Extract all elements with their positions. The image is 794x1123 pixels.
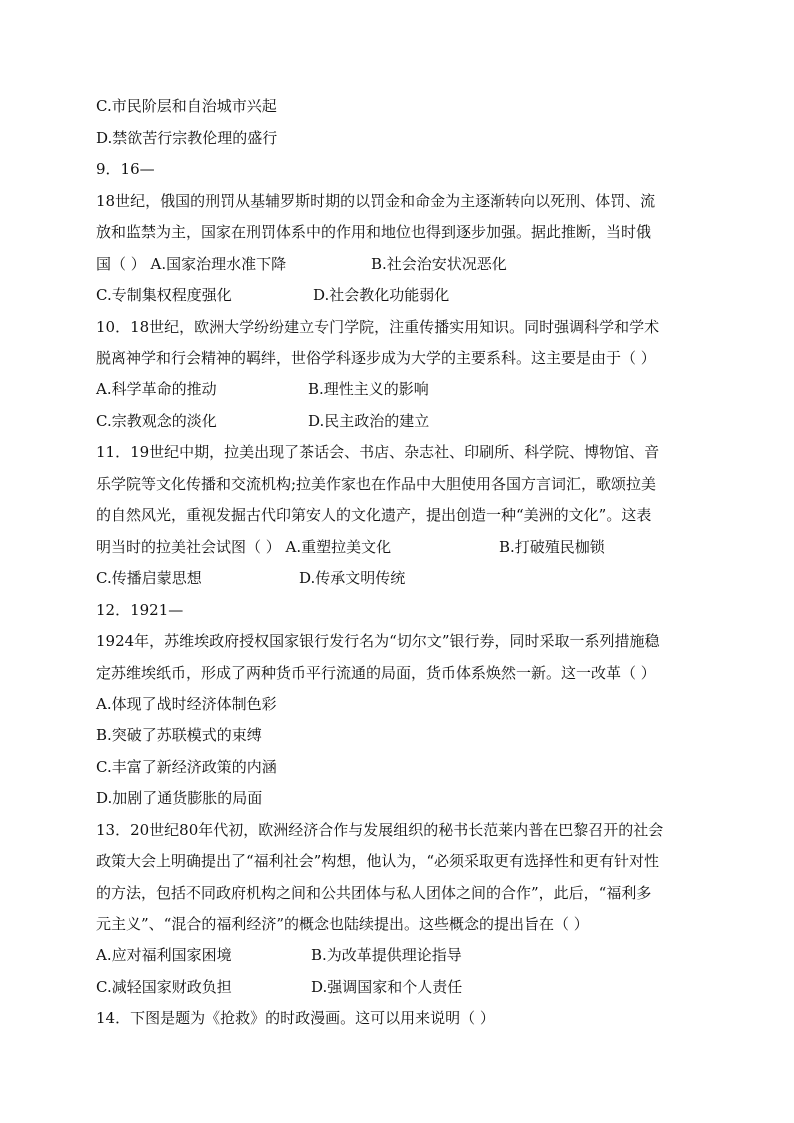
option-line [96,725,262,745]
text-segment: 乐学院等文化传播和交流机构;拉美作家也在作品中大胆使用各国方言词汇，歌颂拉美 [96,475,657,493]
question-text-line [96,631,660,651]
question-text-line [96,914,589,934]
question-text-line [96,474,656,494]
question-text-line [96,537,605,557]
option-line [96,945,462,965]
question-text-line [96,317,659,337]
question-text-line [96,191,655,211]
question-text-line [96,851,659,871]
text-segment: 9．16— [96,160,155,178]
option-line [96,694,277,714]
text-segment: 的自然风光，重视发掘古代印第安人的文化遗产，提出创造一种“美洲的文化”。这表 [96,506,652,524]
text-segment: C.减轻国家财政负担 [96,978,232,996]
text-segment: 国（ ） A.国家治理水准下降 [96,255,287,273]
text-segment: B.突破了苏联模式的束缚 [96,726,262,744]
question-text-line [96,663,656,683]
text-segment: D.民主政治的建立 [308,412,430,430]
question-text-line [96,254,507,274]
text-segment: 元主义”、“混合的福利经济”的概念也陆续提出。这些概念的提出旨在（ ） [96,915,589,933]
text-segment: D.强调国家和个人责任 [311,978,463,996]
option-line [96,757,277,777]
question-text-line [96,505,651,525]
question-text-line [96,883,651,903]
option-line [96,411,430,431]
text-segment: D.传承文明传统 [299,569,406,587]
text-segment: 脱离神学和行会精神的羁绊，世俗学科逐步成为大学的主要系科。这主要是由于（ ） [96,349,656,367]
option-line [96,977,463,997]
text-segment: 11．19世纪中期，拉美出现了茶话会、书店、杂志社、印刷所、科学院、博物馆、音 [96,443,660,461]
text-segment: C.专制集权程度强化 [96,286,232,304]
text-segment: 1924年，苏维埃政府授权国家银行发行名为“切尔文”银行券，同时采取一系列措施稳 [96,632,660,650]
text-segment: C.宗教观念的淡化 [96,412,217,430]
text-segment: D.加剧了通货膨胀的局面 [96,789,263,807]
text-segment: B.社会治安状况恶化 [371,255,507,273]
text-segment: A.体现了战时经济体制色彩 [96,695,277,713]
text-segment: D.禁欲苦行宗教伦理的盛行 [96,129,278,147]
text-segment: D.社会教化功能弱化 [313,286,450,304]
option-line [96,285,450,305]
text-segment: 放和监禁为主，国家在刑罚体系中的作用和地位也得到逐步加强。据此推断，当时俄 [96,223,652,241]
text-segment: 14．下图是题为《抢救》的时政漫画。这可以用来说明（ ） [96,1009,495,1027]
text-segment: 13．20世纪80年代初，欧洲经济合作与发展组织的秘书长范莱内普在巴黎召开的社会 [96,821,664,839]
option-line [96,379,429,399]
question-text-line [96,820,663,840]
question-number-line [96,600,183,620]
text-segment: 定苏维埃纸币，形成了两种货币平行流通的局面，货币体系焕然一新。这一改革（ ） [96,664,656,682]
option-line [96,128,277,148]
text-segment: A.应对福利国家困境 [96,946,232,964]
text-segment: 12．1921— [96,601,184,619]
text-segment: C.丰富了新经济政策的内涵 [96,758,277,776]
text-segment: A.科学革命的推动 [96,380,217,398]
text-segment: C.市民阶层和自治城市兴起 [96,97,277,115]
option-line [96,96,277,116]
text-segment: B.理性主义的影响 [308,380,429,398]
text-segment: C.传播启蒙思想 [96,569,202,587]
option-line [96,568,406,588]
text-segment: 18世纪，俄国的刑罚从基辅罗斯时期的以罚金和命金为主逐渐转向以死刑、体罚、流 [96,192,656,210]
text-segment: 的方法，包括不同政府机构之间和公共团体与私人团体之间的合作”，此后，“福利多 [96,884,652,902]
option-line [96,788,262,808]
text-segment: B.为改革提供理论指导 [311,946,462,964]
question-text-line [96,442,659,462]
question-number-line [96,159,155,179]
text-segment: B.打破殖民枷锁 [499,538,605,556]
text-segment: 政策大会上明确提出了“福利社会”构想，他认为，“必须采取更有选择性和更有针对性 [96,852,660,870]
question-text-line [96,348,656,368]
question-text-line [96,222,651,242]
text-segment: 10．18世纪，欧洲大学纷纷建立专门学院，注重传播实用知识。同时强调科学和学术 [96,318,660,336]
text-segment: 明当时的拉美社会试图（ ） A.重塑拉美文化 [96,538,392,556]
question-text-line [96,1008,495,1028]
